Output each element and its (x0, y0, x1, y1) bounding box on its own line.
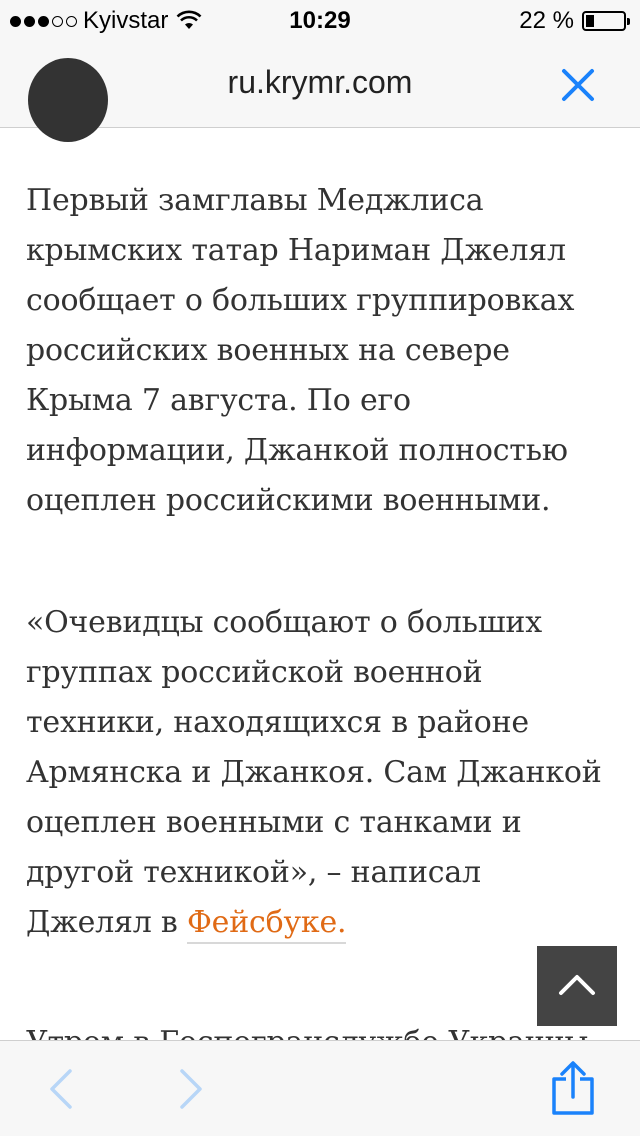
status-right (519, 7, 626, 35)
paragraph-line: Джелял в (26, 905, 187, 940)
paragraph-line: оцеплен российскими военными. (26, 483, 551, 518)
bottom-toolbar (0, 1040, 640, 1136)
paragraph-line: информации, Джанкой полностью (26, 433, 568, 468)
battery-percent: 22 % (519, 7, 574, 34)
url-domain[interactable]: ru.krymr.com (227, 64, 413, 100)
scroll-to-top-button[interactable] (537, 946, 617, 1026)
share-icon (548, 1061, 598, 1117)
paragraph-line: группах российской военной (26, 655, 483, 690)
paragraph-line: другой техникой», – написал (26, 855, 481, 890)
paragraph-line: техники, находящихся в районе (26, 705, 529, 740)
close-button[interactable] (558, 65, 598, 105)
paragraph-line: оцеплен военными с танками и (26, 805, 522, 840)
paragraph-line: сообщает о больших группировках (26, 283, 575, 318)
paragraph-line: Армянска и Джанкоя. Сам Джанкой (26, 755, 602, 790)
chevron-left-icon (42, 1067, 82, 1111)
share-button[interactable] (548, 1061, 598, 1121)
back-button[interactable] (42, 1067, 82, 1115)
paragraph-line: Первый замглавы Меджлиса (26, 183, 484, 218)
battery-icon (582, 11, 626, 31)
article-paragraph-2 (26, 598, 606, 948)
close-x-icon (558, 65, 598, 105)
paragraph-line: Крыма 7 августа. По его (26, 383, 411, 418)
article-paragraph-1 (26, 176, 606, 526)
battery-level (586, 15, 594, 27)
status-bar (0, 0, 640, 40)
status-time: 10:29 (289, 7, 351, 34)
paragraph-line: «Очевидцы сообщают о больших (26, 605, 542, 640)
facebook-link[interactable]: Фейсбуке. (187, 905, 346, 944)
carrier-name: Kyivstar (83, 7, 169, 34)
article-content (0, 128, 640, 1040)
forward-button[interactable] (170, 1067, 210, 1115)
chevron-right-icon (170, 1067, 210, 1111)
paragraph-line: российских военных на севере (26, 333, 510, 368)
paragraph-line: крымских татар Нариман Джелял (26, 233, 566, 268)
chevron-up-icon (537, 946, 617, 1026)
author-avatar (28, 58, 108, 142)
